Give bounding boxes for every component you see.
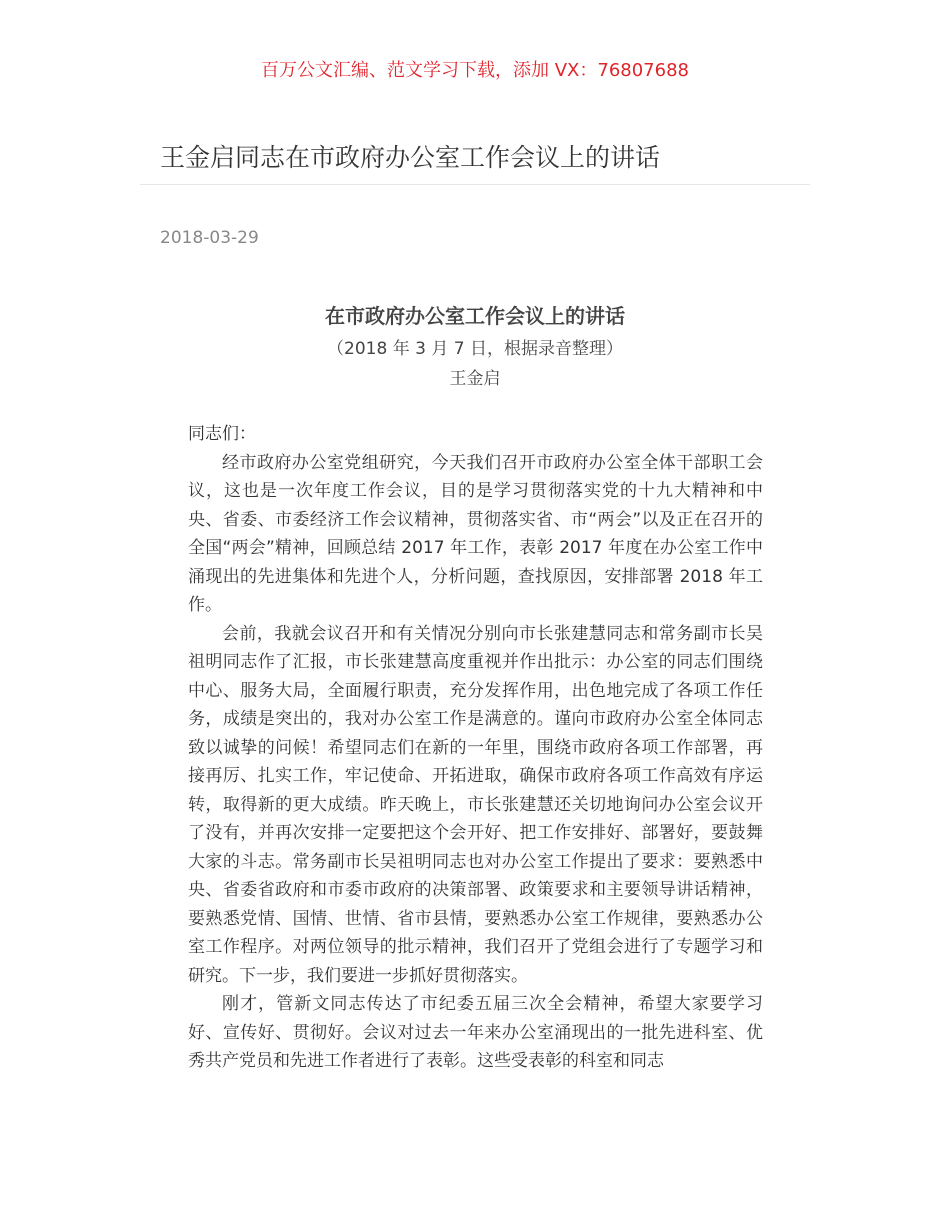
article-title: 王金启同志在市政府办公室工作会议上的讲话 [160, 143, 661, 172]
paragraph: 刚才，管新文同志传达了市纪委五届三次全会精神，希望大家要学习好、宣传好、贯彻好。会议对过去一年来办公室涌现出的一批先进科室、优秀共产党员和先进工作者进行了表彰。这些受表彰的科室和同志 [188, 994, 763, 1071]
salutation: 同志们： [188, 424, 256, 444]
promo-banner: 百万公文汇编、范文学习下载，添加 VX：76807688 [261, 60, 689, 81]
paragraph: 经市政府办公室党组研究，今天我们召开市政府办公室全体干部职工会议，这也是一次年度工作会议，目的是学习贯彻落实党的十九大精神和中央、省委、市委经济工作会议精神，贯彻落实省、市“两会”以及正在召开的全国“两会”精神，回顾总结 2017 年工作，表彰 2017 年度在办公室工作中涌现出的先进集体和先进个人，分析问题，查找原因，安排部署 2018 年工作。 [188, 452, 763, 615]
title-divider [140, 184, 810, 185]
speech-author: 王金启 [449, 369, 501, 389]
paragraph: 会前，我就会议召开和有关情况分别向市长张建慧同志和常务副市长吴祖明同志作了汇报，市长张建慧高度重视并作出批示：办公室的同志们围绕中心、服务大局，全面履行职责，充分发挥作用，出色地完成了各项工作任务，成绩是突出的，我对办公室工作是满意的。谨向市政府办公室全体同志致以诚挚的问候！希望同志们在新的一年里，围绕市政府各项工作部署，再接再厉、扎实工作，牢记使命、开拓进取，确保市政府各项工作高效有序运转，取得新的更大成绩。昨天晚上，市长张建慧还关切地询问办公室会议开了没有，并再次安排一定要把这个会开好、把工作安排好、部署好，要鼓舞大家的斗志。常务副市长吴祖明同志也对办公室工作提出了要求：要熟悉中央、省委省政府和市委市政府的决策部署、政策要求和主要领导讲话精神，要熟悉党情、国情、世情、省市县情，要熟悉办公室工作规律，要熟悉办公室工作程序。对两位领导的批示精神，我们召开了党组会进行了专题学习和研究。下一步，我们要进一步抓好贯彻落实。 [188, 623, 763, 986]
speech-body [188, 420, 763, 1076]
speech-note: （2018 年 3 月 7 日，根据录音整理） [327, 339, 623, 359]
publish-date: 2018-03-29 [160, 228, 259, 248]
speech-title: 在市政府办公室工作会议上的讲话 [325, 304, 625, 328]
